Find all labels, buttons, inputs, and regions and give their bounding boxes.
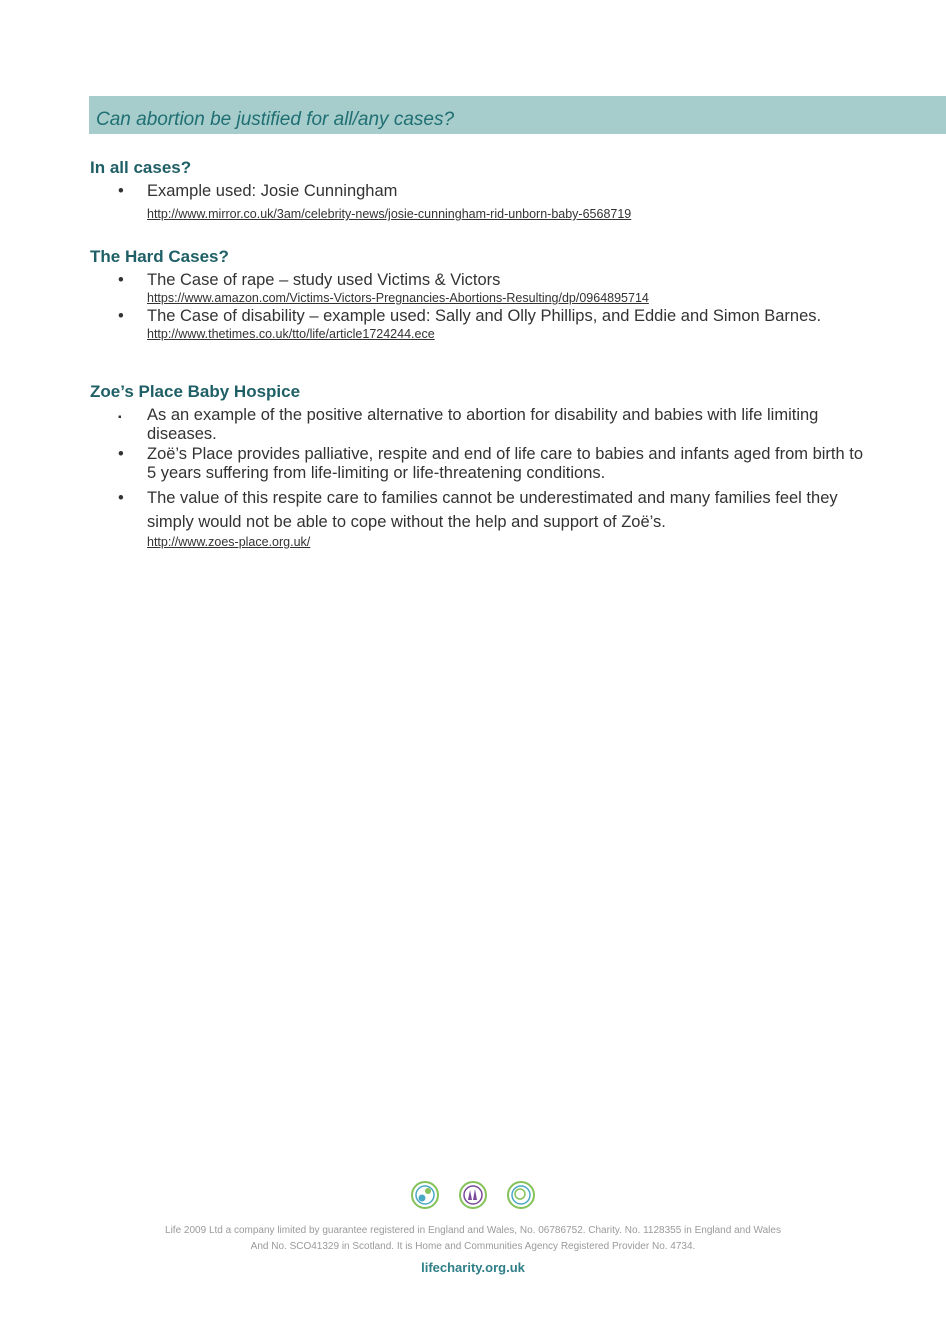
mirror-link[interactable]: http://www.mirror.co.uk/3am/celebrity-news/josie-cunningham-rid-unborn-baby-6568719 <box>147 207 632 221</box>
list-item <box>90 486 870 534</box>
title-banner <box>89 96 946 134</box>
times-link[interactable]: http://www.thetimes.co.uk/tto/life/article1724244.ece <box>147 327 435 341</box>
bullet-icon: • <box>118 182 124 200</box>
list-item <box>90 182 870 223</box>
item-text: The value of this respite care to families cannot be underestimated and many families feel they simply would not be able to cope without the help and support of Zoë’s. <box>147 489 838 531</box>
list-item <box>90 406 870 444</box>
section-heading: Zoe’s Place Baby Hospice <box>90 382 301 401</box>
zoes-place-link[interactable]: http://www.zoes-place.org.uk/ <box>147 535 311 549</box>
banner-title: Can abortion be justified for all/any cases? <box>96 109 455 130</box>
baby-logo-icon <box>506 1180 536 1210</box>
mother-child-logo-icon <box>410 1180 440 1210</box>
section-all-cases <box>90 158 870 223</box>
item-text: Example used: Josie Cunningham <box>147 182 398 200</box>
item-text: The Case of rape – study used Victims & Victors <box>147 271 501 289</box>
list-item <box>90 445 870 483</box>
amazon-link[interactable]: https://www.amazon.com/Victims-Victors-Pregnancies-Abortions-Resulting/dp/0964895714 <box>147 291 649 305</box>
section-heading: The Hard Cases? <box>90 247 229 266</box>
legal-line: And No. SCO41329 in Scotland. It is Home and Communities Agency Registered Provider No. 4734. <box>250 1241 696 1252</box>
item-text: The Case of disability – example used: Sally and Olly Phillips, and Eddie and Simon Barnes. <box>147 307 822 325</box>
section-zoes-place <box>90 382 870 551</box>
bullet-icon: • <box>118 271 124 289</box>
bullet-icon: ▪ <box>118 412 122 423</box>
bullet-icon: • <box>118 445 124 463</box>
section-hard-cases <box>90 247 870 343</box>
list-item <box>90 271 870 307</box>
hands-logo-icon <box>458 1180 488 1210</box>
item-text: As an example of the positive alternative to abortion for disability and babies with life limiting diseases. <box>147 406 819 443</box>
charity-logos <box>0 1180 946 1210</box>
list-item <box>90 307 870 343</box>
legal-notice <box>0 1223 946 1255</box>
legal-line: Life 2009 Ltd a company limited by guarantee registered in England and Wales, No. 06786752. Charity. No. 1128355 in England and Wales <box>165 1225 781 1236</box>
bullet-icon: • <box>118 489 124 507</box>
section-heading: In all cases? <box>90 158 192 177</box>
item-text: Zoë’s Place provides palliative, respite and end of life care to babies and infants aged from birth to 5 years suffering from life-limiting or life-threatening conditions. <box>147 445 864 482</box>
bullet-icon: • <box>118 307 124 325</box>
website-link[interactable]: lifecharity.org.uk <box>421 1260 525 1275</box>
